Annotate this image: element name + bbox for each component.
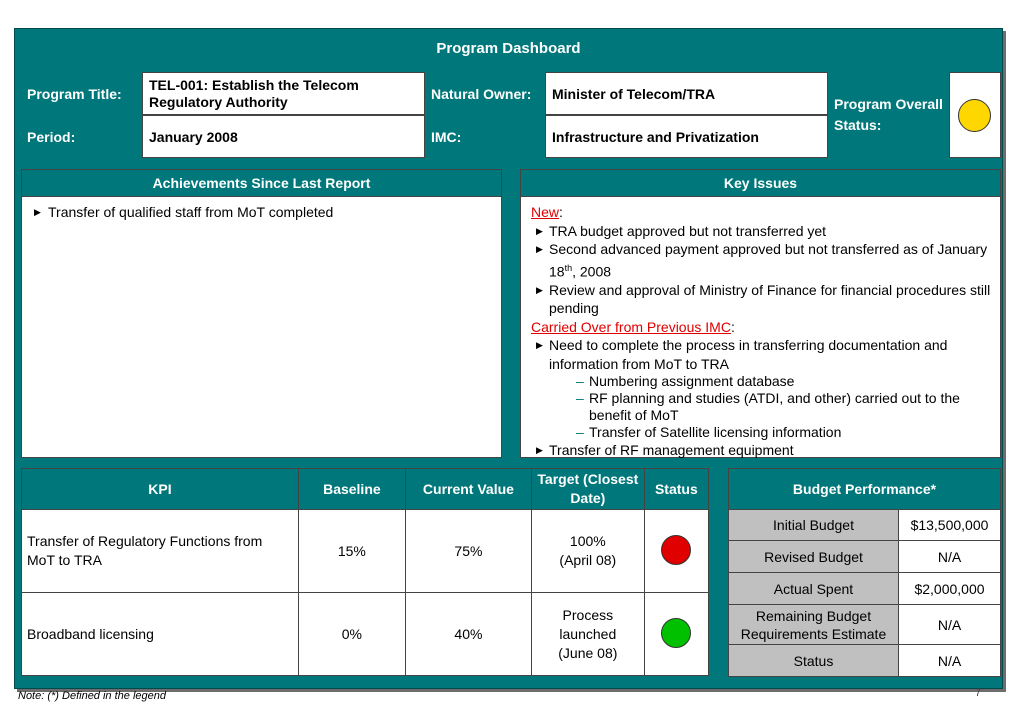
sub-issue-item: – Numbering assignment database bbox=[576, 373, 795, 390]
page-title: Program Dashboard bbox=[436, 39, 581, 57]
table-row bbox=[22, 510, 709, 593]
budget-value: N/A bbox=[899, 605, 1001, 645]
period-label: Period: bbox=[21, 115, 142, 158]
budget-row bbox=[729, 605, 1001, 645]
sub-issue-text: RF planning and studies (ATDI, and other) carried out to the benefit of MoT bbox=[589, 390, 960, 424]
dashboard-frame bbox=[14, 28, 1003, 689]
kpi-header: KPI bbox=[22, 469, 299, 510]
status-cell bbox=[644, 593, 708, 676]
achievements-panel bbox=[21, 196, 502, 458]
budget-value: $13,500,000 bbox=[899, 510, 1001, 541]
date-year-text: , 2008 bbox=[572, 263, 612, 280]
page-number: 7 bbox=[975, 687, 982, 699]
bullet-arrow-icon: ▶ bbox=[536, 340, 543, 351]
budget-row bbox=[729, 510, 1001, 541]
issue-item bbox=[531, 441, 993, 460]
baseline-value: 15% bbox=[298, 510, 405, 593]
current-value-header: Current Value bbox=[405, 469, 531, 510]
table-row bbox=[22, 593, 709, 676]
achievement-item-text: Transfer of qualified staff from MoT completed bbox=[48, 204, 334, 220]
overall-status-cell bbox=[949, 72, 1001, 158]
target-value: 100% (April 08) bbox=[531, 510, 644, 593]
status-cell bbox=[644, 510, 708, 593]
key-issues-panel: New: ▶ TRA budget approved but not transferred yet ▶ Second advanced payment approved but not transferred as of January 18th, 2008 ▶ Review and approval of Ministry of Finance for financial procedures still pending Carried Over from Previous IMC: ▶ Need to complete the process in transferring documentation and information from MoT to TRA – Numbering assignment database – RF planning and studies (ATDI, and other) carried out to the benefit of MoT – Transfer of Satellite licensing information ▶ Transfer of RF management equipment bbox=[520, 196, 1001, 458]
achievement-item bbox=[34, 203, 508, 222]
kpi-table bbox=[21, 468, 709, 676]
baseline-value: 0% bbox=[298, 593, 405, 676]
budget-label: Initial Budget bbox=[729, 510, 899, 541]
target-value: Process launched (June 08) bbox=[531, 593, 644, 676]
sub-issue-text: Numbering assignment database bbox=[589, 373, 795, 390]
achievements-header: Achievements Since Last Report bbox=[21, 169, 502, 197]
bullet-arrow-icon: ▶ bbox=[34, 207, 41, 217]
program-title-label: Program Title: bbox=[21, 72, 142, 115]
footer-note: Note: (*) Defined in the legend bbox=[18, 690, 166, 702]
issue-item-text: TRA budget approved but not transferred yet bbox=[549, 222, 827, 239]
natural-owner-label: Natural Owner: bbox=[425, 72, 545, 115]
status-header: Status bbox=[644, 469, 708, 510]
bullet-arrow-icon: ▶ bbox=[536, 445, 543, 456]
imc-value: Infrastructure and Privatization bbox=[545, 115, 828, 158]
status-yellow-icon bbox=[958, 99, 991, 132]
status-green-icon bbox=[661, 618, 691, 648]
carried-over-label: Carried Over from Previous IMC bbox=[531, 318, 731, 335]
bullet-arrow-icon: ▶ bbox=[536, 284, 543, 295]
issue-item bbox=[531, 240, 993, 281]
budget-row bbox=[729, 573, 1001, 605]
current-value: 40% bbox=[405, 593, 531, 676]
budget-value: $2,000,000 bbox=[899, 573, 1001, 605]
issue-item bbox=[531, 281, 993, 318]
budget-table bbox=[728, 468, 1001, 677]
overall-status-label: Program Overall Status: bbox=[828, 72, 949, 158]
issue-item-text: Need to complete the process in transferring documentation and information from MoT to TRA bbox=[549, 337, 948, 372]
kpi-name: Transfer of Regulatory Functions from MoT to TRA bbox=[22, 510, 299, 593]
date-superscript: th bbox=[564, 262, 573, 273]
budget-label: Actual Spent bbox=[729, 573, 899, 605]
program-title-value: TEL-001: Establish the Telecom Regulatory Authority bbox=[142, 72, 425, 115]
budget-row bbox=[729, 645, 1001, 677]
key-issues-header: Key Issues bbox=[520, 169, 1001, 197]
budget-header: Budget Performance* bbox=[729, 469, 1001, 510]
kpi-name: Broadband licensing bbox=[22, 593, 299, 676]
bullet-arrow-icon: ▶ bbox=[536, 225, 543, 236]
sub-issue-text: Transfer of Satellite licensing information bbox=[589, 424, 842, 441]
natural-owner-value: Minister of Telecom/TRA bbox=[545, 72, 828, 115]
status-red-icon bbox=[661, 535, 691, 565]
period-value: January 2008 bbox=[142, 115, 425, 158]
issue-item-text: Transfer of RF management equipment bbox=[549, 442, 794, 459]
bullet-arrow-icon: ▶ bbox=[536, 244, 543, 254]
sub-issue-item: – RF planning and studies (ATDI, and other) carried out to the benefit of MoT bbox=[576, 390, 960, 424]
budget-label: Revised Budget bbox=[729, 541, 899, 573]
budget-row bbox=[729, 541, 1001, 573]
issue-item bbox=[531, 222, 993, 241]
target-header: Target (Closest Date) bbox=[531, 469, 644, 510]
budget-value: N/A bbox=[899, 541, 1001, 573]
budget-value: N/A bbox=[899, 645, 1001, 677]
issue-item-text: Second advanced payment approved but not transferred as of January 18 bbox=[549, 241, 988, 280]
issue-item-text: Review and approval of Ministry of Finance for financial procedures still pending bbox=[549, 281, 991, 317]
baseline-header: Baseline bbox=[298, 469, 405, 510]
budget-label: Remaining Budget Requirements Estimate bbox=[729, 605, 899, 645]
current-value: 75% bbox=[405, 510, 531, 593]
imc-label: IMC: bbox=[425, 115, 545, 158]
issue-item bbox=[531, 336, 993, 373]
new-label: New bbox=[531, 204, 560, 220]
sub-issue-item: – Transfer of Satellite licensing information bbox=[576, 424, 842, 441]
budget-label: Status bbox=[729, 645, 899, 677]
